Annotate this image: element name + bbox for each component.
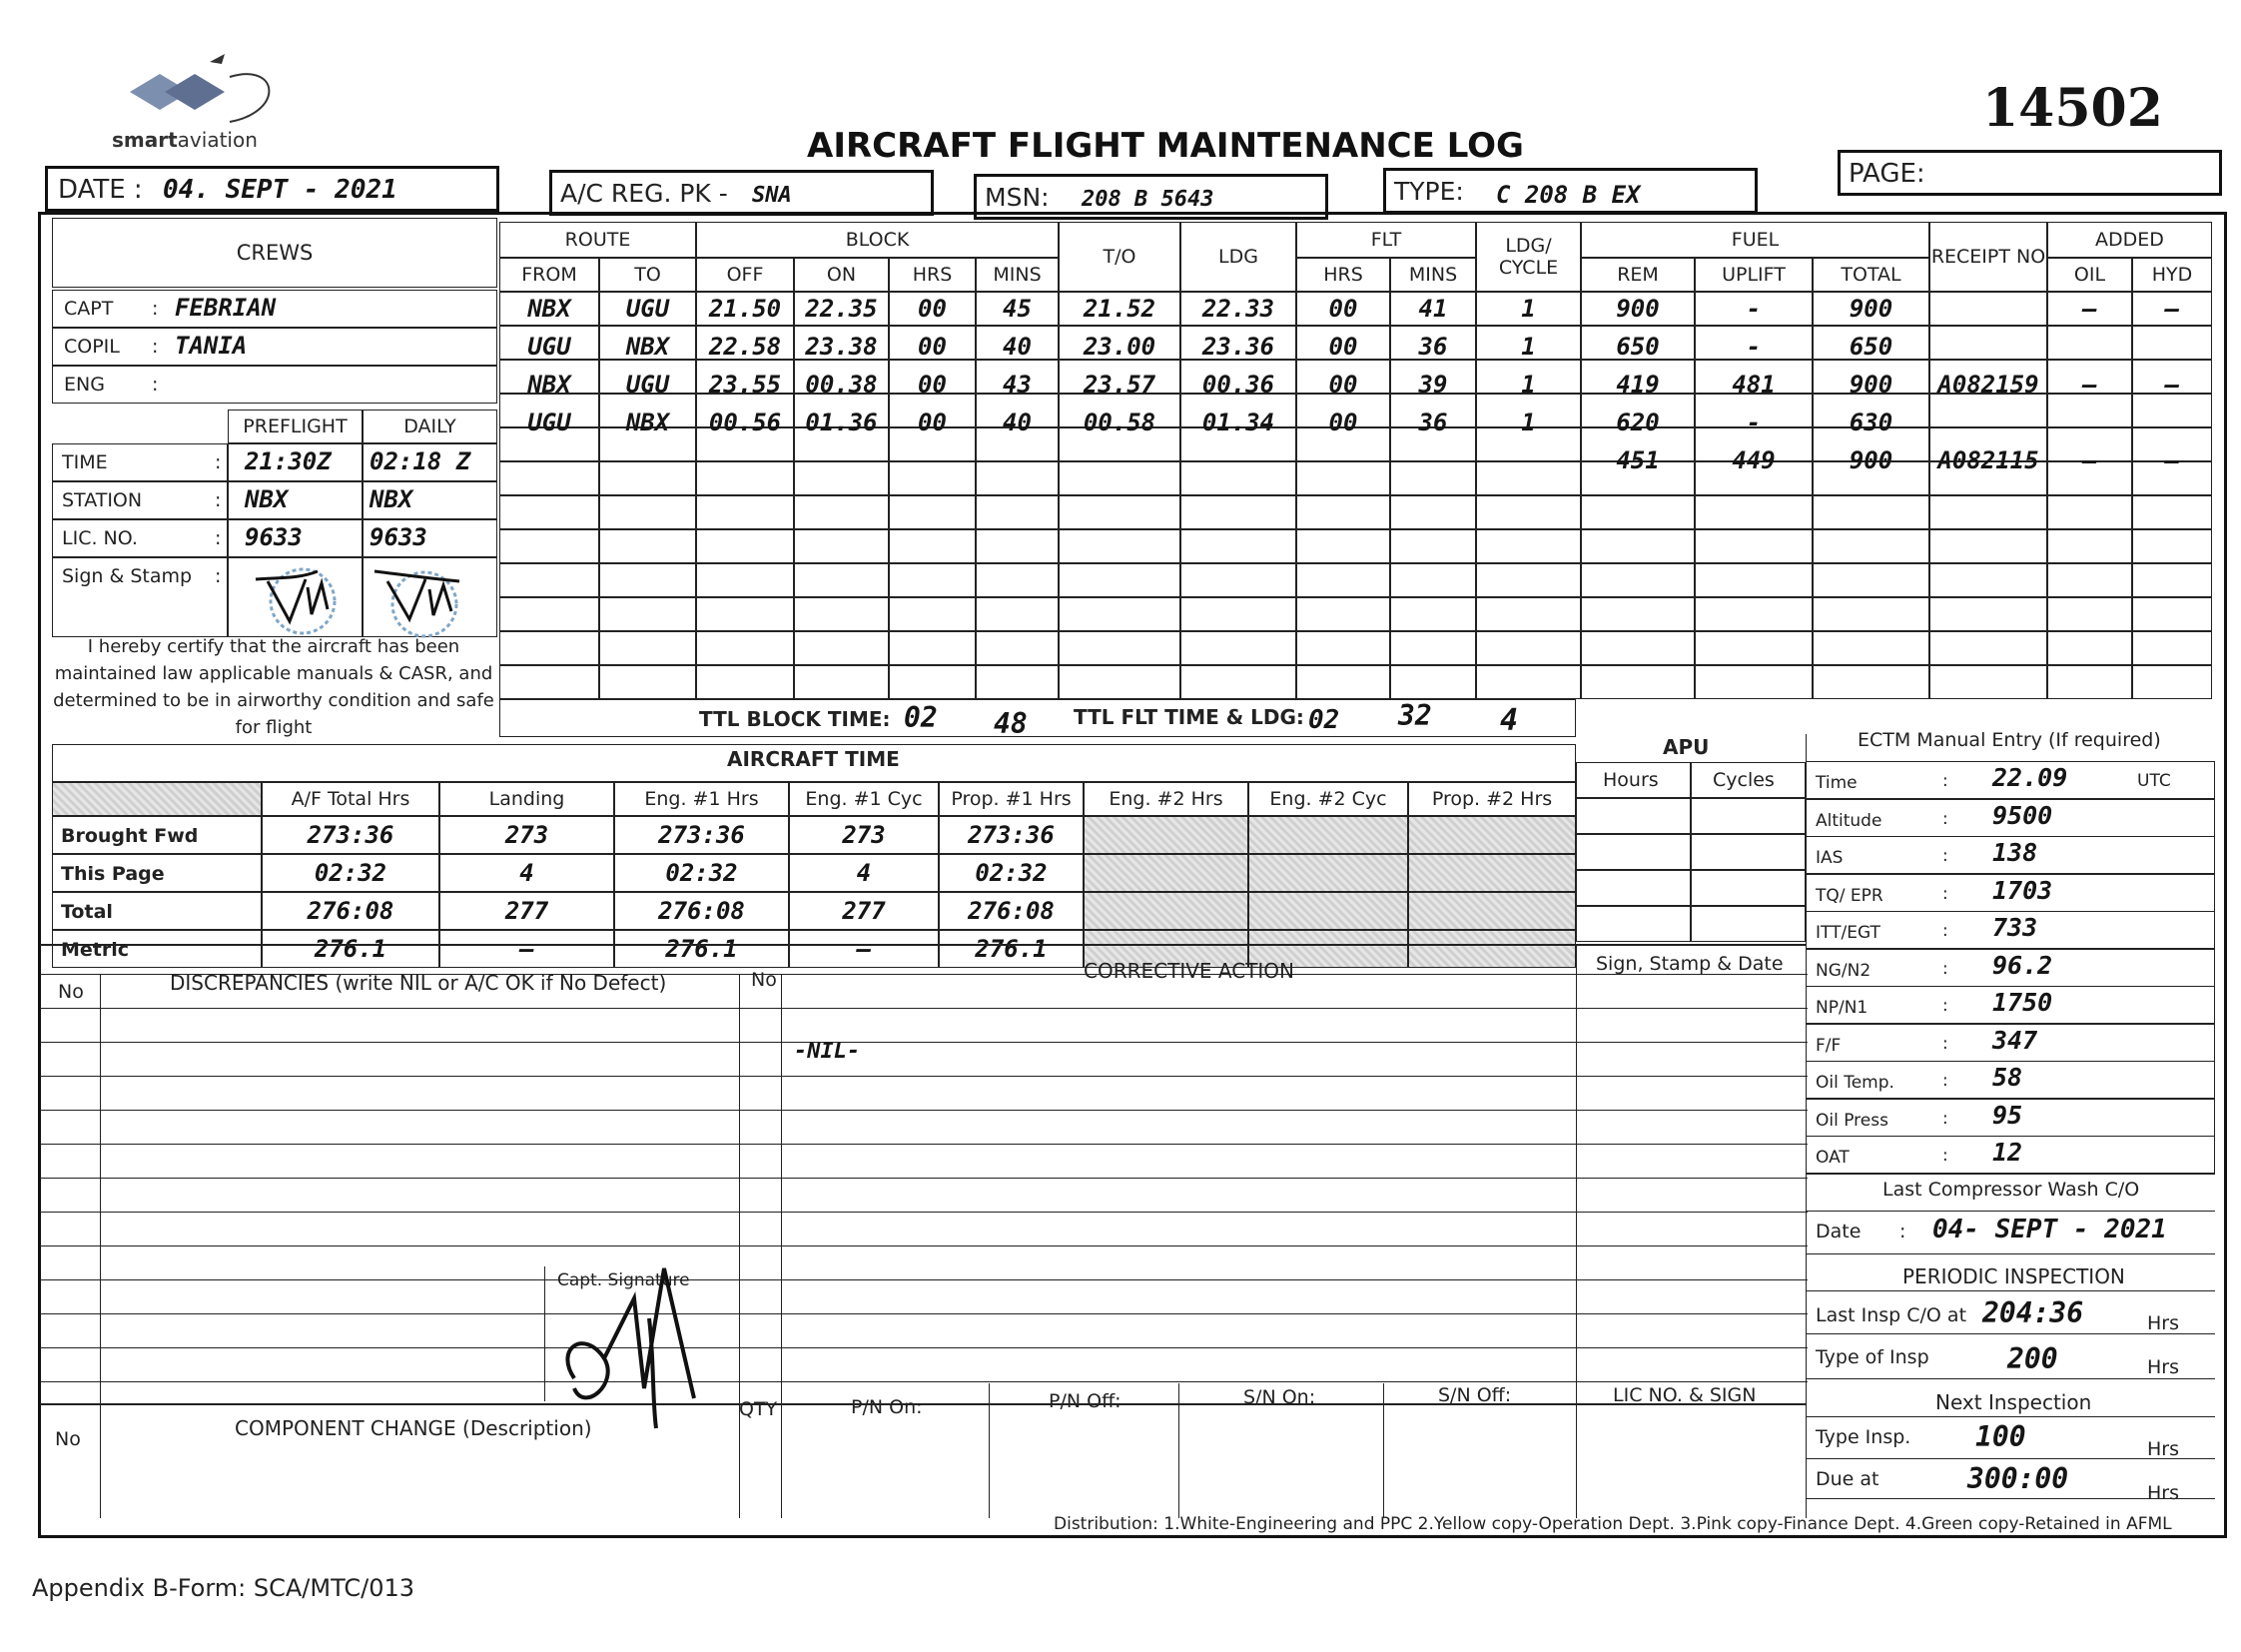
crew-label: COPIL <box>64 336 120 358</box>
sign-stamp-daily <box>370 559 469 639</box>
ttl-flt-mins: 32 <box>1398 699 1432 732</box>
plane-logo-icon <box>110 52 290 132</box>
flight-cell: 39 <box>1418 371 1448 399</box>
ectm-label: Time <box>1816 773 1858 793</box>
flight-group-flt: FLT <box>1296 222 1476 258</box>
page-field: PAGE: <box>1838 150 2222 196</box>
msn-field: MSN: 208 B 5643 <box>974 174 1328 220</box>
ectm-label: IAS <box>1816 848 1844 868</box>
daily-value: 9633 <box>370 523 427 551</box>
serial-number: 14502 <box>1982 78 2163 139</box>
type-field: TYPE: C 208 B EX <box>1383 168 1758 214</box>
ttl-flt-label: TTL FLT TIME & LDG: <box>1074 705 1304 729</box>
apu-hours-label: Hours <box>1603 769 1659 791</box>
ac-time-value: 4 <box>789 854 939 892</box>
periodic-heading: PERIODIC INSPECTION <box>1902 1264 2125 1288</box>
distribution-note: Distribution: 1.White-Engineering and PPC 2.Yellow copy-Operation Dept. 3.Pink copy-Finance Dept. 4.Green copy-Retained in AFML <box>1054 1514 2172 1534</box>
next-insp-heading: Next Inspection <box>1935 1390 2092 1414</box>
ttl-block-mins: 48 <box>994 707 1028 740</box>
flight-cell: — <box>2082 295 2097 323</box>
crew-label: CAPT <box>64 298 114 320</box>
reg-value: SNA <box>752 183 792 208</box>
ac-time-col: Eng. #2 Hrs <box>1084 782 1248 816</box>
flight-cell: 22.35 <box>805 295 878 323</box>
ectm-value: 96.2 <box>1992 950 2053 980</box>
ac-time-value <box>1408 930 1576 968</box>
ttl-ldg: 4 <box>1500 703 1519 738</box>
ectm-heading: ECTM Manual Entry (If required) <box>1858 729 2161 751</box>
daily-value: 02:18 Z <box>370 447 471 475</box>
flight-cell: - <box>1746 333 1762 361</box>
msn-value: 208 B 5643 <box>1082 187 1214 212</box>
brand-name-prefix: smart <box>112 128 178 152</box>
ttl-flt-hrs: 02 <box>1308 705 1340 735</box>
flight-cell: 23.38 <box>805 333 878 361</box>
flight-cell: 01.36 <box>805 409 878 436</box>
check-label: Sign & Stamp <box>62 565 193 587</box>
ac-time-value: 273 <box>789 816 939 854</box>
brand-name-suffix: aviation <box>177 128 258 152</box>
due-value: 300:00 <box>1967 1462 2069 1495</box>
flight-cell: — <box>2082 446 2097 474</box>
check-label: STATION <box>62 489 143 511</box>
flight-cell: 00.36 <box>1201 371 1275 399</box>
form-code: Appendix B-Form: SCA/MTC/013 <box>32 1574 415 1602</box>
flight-cell: 00 <box>918 409 947 436</box>
last-insp-value: 204:36 <box>1982 1296 2084 1329</box>
flight-cell: 00 <box>1328 371 1358 399</box>
flight-cell: 00.38 <box>805 371 878 399</box>
ectm-label: OAT <box>1816 1148 1850 1168</box>
flight-cell: 900 <box>1849 295 1893 323</box>
ectm-value: 1750 <box>1992 988 2053 1017</box>
flight-cell: - <box>1746 295 1762 323</box>
preflight-value: 9633 <box>245 523 303 551</box>
flight-cell: 419 <box>1616 371 1660 399</box>
flight-cell: 40 <box>1003 333 1032 361</box>
ac-time-row-label: This Page <box>52 854 262 892</box>
ectm-label: Altitude <box>1816 810 1882 831</box>
flight-group-fuel: FUEL <box>1581 222 1929 258</box>
ttl-block-label: TTL BLOCK TIME: <box>699 707 891 731</box>
aircraft-time-heading: AIRCRAFT TIME <box>727 747 900 771</box>
preflight-value: NBX <box>245 485 289 513</box>
ac-time-col: Prop. #1 Hrs <box>939 782 1084 816</box>
component-heading: COMPONENT CHANGE (Description) <box>235 1416 592 1440</box>
flight-cell: 451 <box>1616 446 1660 474</box>
flight-cell: NBX <box>625 333 670 361</box>
flight-cell: 22.33 <box>1201 295 1275 323</box>
flight-cell: 900 <box>1849 371 1893 399</box>
daily-value: NBX <box>370 485 413 513</box>
check-label: TIME <box>62 451 108 473</box>
ac-time-value: 276:08 <box>614 892 789 930</box>
ectm-value: 347 <box>1992 1025 2038 1055</box>
preflight-value: 21:30Z <box>245 447 332 475</box>
ectm-label: Oil Press <box>1816 1110 1888 1131</box>
check-label: LIC. NO. <box>62 527 138 549</box>
flight-cell: 900 <box>1849 446 1893 474</box>
discrepancies-heading: DISCREPANCIES (write NIL or A/C OK if No Defect) <box>170 971 667 995</box>
ac-time-value <box>1248 816 1408 854</box>
ectm-value: 12 <box>1992 1138 2023 1167</box>
ac-time-value: — <box>789 930 939 968</box>
flight-sub-mins: MINS <box>976 258 1059 292</box>
flight-cell: 900 <box>1616 295 1660 323</box>
flight-cell: 00 <box>1328 295 1358 323</box>
flight-cell: 43 <box>1003 371 1032 399</box>
ac-time-row-label: Brought Fwd <box>52 816 262 854</box>
flight-cell: NBX <box>625 409 670 436</box>
ac-time-col: Landing <box>439 782 614 816</box>
ac-time-col: Eng. #2 Cyc <box>1248 782 1408 816</box>
flight-cell: 40 <box>1003 409 1032 436</box>
flight-cell: 22.58 <box>708 333 782 361</box>
ectm-label: ITT/EGT <box>1816 923 1880 943</box>
ac-time-value: 02:32 <box>939 854 1084 892</box>
flight-cell: UGU <box>625 371 670 399</box>
ac-time-col: Eng. #1 Hrs <box>614 782 789 816</box>
flight-cell: 1 <box>1521 333 1536 361</box>
sign-stamp-preflight <box>248 559 348 639</box>
flight-group-receipt: RECEIPT NO <box>1929 222 2047 292</box>
flight-cell: 00.58 <box>1083 409 1156 436</box>
daily-header: DAILY <box>363 410 497 443</box>
flight-cell: A082115 <box>1937 446 2039 474</box>
brand-logo <box>110 52 290 157</box>
flight-cell: 1 <box>1521 371 1536 399</box>
flight-cell: 36 <box>1418 333 1448 361</box>
flight-group-added: ADDED <box>2047 222 2212 258</box>
crew-label: ENG <box>64 374 105 396</box>
ac-time-row-label: Total <box>52 892 262 930</box>
flight-cell: - <box>1746 409 1762 436</box>
flight-cell: 630 <box>1849 409 1893 436</box>
ectm-label: Oil Temp. <box>1816 1073 1894 1093</box>
flight-group-block: BLOCK <box>696 222 1059 258</box>
crews-heading: CREWS <box>52 218 497 288</box>
flight-sub-hrs: HRS <box>889 258 976 292</box>
apu-heading: APU <box>1663 735 1710 759</box>
flight-cell: 45 <box>1003 295 1032 323</box>
flight-sub-uplift: UPLIFT <box>1695 258 1813 292</box>
capt-signature-label: Capt. Signature <box>557 1270 690 1290</box>
flight-cell: 1 <box>1521 409 1536 436</box>
ac-time-value <box>1248 892 1408 930</box>
ac-time-value <box>1084 892 1248 930</box>
flight-cell: 36 <box>1418 409 1448 436</box>
flight-sub-off: OFF <box>696 258 794 292</box>
wash-heading: Last Compressor Wash C/O <box>1882 1179 2140 1201</box>
flight-cell: — <box>2164 295 2180 323</box>
ac-time-value <box>1248 854 1408 892</box>
ectm-label: TQ/ EPR <box>1816 885 1883 906</box>
date-field: DATE : 04. SEPT - 2021 <box>45 166 499 212</box>
flight-sub-on: ON <box>794 258 889 292</box>
crew-row <box>52 366 497 404</box>
flight-sub-flt_mins: MINS <box>1390 258 1476 292</box>
flight-group-route: ROUTE <box>499 222 696 258</box>
flight-sub-hyd: HYD <box>2132 258 2212 292</box>
flight-group-to: T/O <box>1059 222 1180 292</box>
flight-sub-rem: REM <box>1581 258 1695 292</box>
type-insp-value: 200 <box>2007 1342 2058 1375</box>
ectm-value: 733 <box>1992 913 2038 942</box>
ectm-label: NG/N2 <box>1816 960 1871 981</box>
flight-group-ldg_cycle: LDG/ CYCLE <box>1476 222 1581 292</box>
ac-time-value <box>1408 892 1576 930</box>
ac-time-value: 276:08 <box>939 892 1084 930</box>
ac-time-value: 277 <box>439 892 614 930</box>
ac-time-value: 02:32 <box>614 854 789 892</box>
crew-name: TANIA <box>175 332 248 360</box>
ac-time-value: 276.1 <box>262 930 439 968</box>
ac-time-value: 273:36 <box>262 816 439 854</box>
ac-time-value: 276.1 <box>614 930 789 968</box>
flight-cell: 23.00 <box>1083 333 1156 361</box>
ectm-value: 95 <box>1992 1100 2023 1130</box>
flight-cell: 21.50 <box>708 295 782 323</box>
flight-cell: 650 <box>1616 333 1660 361</box>
ectm-value: 58 <box>1992 1063 2023 1092</box>
flight-cell: A082159 <box>1937 371 2039 399</box>
flight-cell: NBX <box>527 295 571 323</box>
ttl-block-hrs: 02 <box>904 701 938 734</box>
captain-signature <box>544 1239 724 1438</box>
flight-cell: 00 <box>1328 333 1358 361</box>
ac-time-value: 273:36 <box>614 816 789 854</box>
flight-sub-flt_hrs: HRS <box>1296 258 1390 292</box>
ac-time-col: Eng. #1 Cyc <box>789 782 939 816</box>
reg-field: A/C REG. PK - SNA <box>549 170 934 216</box>
ac-time-value: 276.1 <box>939 930 1084 968</box>
flight-cell: UGU <box>625 295 670 323</box>
flight-cell: 481 <box>1732 371 1776 399</box>
ectm-label: NP/N1 <box>1816 998 1868 1018</box>
ac-time-value: 273:36 <box>939 816 1084 854</box>
ac-time-value: 276:08 <box>262 892 439 930</box>
wash-date-value: 04- SEPT - 2021 <box>1932 1215 2167 1244</box>
flight-cell: — <box>2164 371 2180 399</box>
ac-time-value <box>1408 854 1576 892</box>
crew-name: FEBRIAN <box>175 294 277 322</box>
flight-cell: 00 <box>918 371 947 399</box>
ac-time-value: 277 <box>789 892 939 930</box>
ac-time-value <box>1084 816 1248 854</box>
flight-cell: 650 <box>1849 333 1893 361</box>
flight-cell: UGU <box>527 409 571 436</box>
ac-time-value <box>1084 854 1248 892</box>
flight-cell: 23.55 <box>708 371 782 399</box>
flight-cell: 00 <box>918 333 947 361</box>
certify-text: I hereby certify that the aircraft has been maintained law applicable manuals & CASR, and determined to be in airworthy condition and safe for flight <box>53 636 494 738</box>
type-value: C 208 B EX <box>1496 181 1641 209</box>
flight-cell: — <box>2082 371 2097 399</box>
ac-time-value: 273 <box>439 816 614 854</box>
ectm-value: 1703 <box>1992 875 2053 905</box>
flight-cell: 23.57 <box>1083 371 1156 399</box>
flight-cell: 449 <box>1732 446 1776 474</box>
flight-cell: 23.36 <box>1201 333 1275 361</box>
flight-cell: 620 <box>1616 409 1660 436</box>
ectm-value: 22.09 <box>1992 763 2068 792</box>
flight-cell: — <box>2164 446 2180 474</box>
sign-stamp-date-heading: Sign, Stamp & Date <box>1596 953 1784 975</box>
flight-cell: 00 <box>1328 409 1358 436</box>
flight-cell: UGU <box>527 333 571 361</box>
flight-cell: 01.34 <box>1201 409 1275 436</box>
flight-cell: NBX <box>527 371 571 399</box>
flight-group-ldg: LDG <box>1180 222 1296 292</box>
flight-cell: 00.56 <box>708 409 782 436</box>
corrective-entry: -NIL- <box>794 1039 861 1064</box>
ac-time-value: 4 <box>439 854 614 892</box>
ac-time-value: 02:32 <box>262 854 439 892</box>
preflight-header: PREFLIGHT <box>228 410 363 443</box>
ectm-label: F/F <box>1816 1035 1842 1056</box>
flight-sub-oil: OIL <box>2047 258 2132 292</box>
ectm-value: 138 <box>1992 838 2038 867</box>
ac-time-value <box>1408 816 1576 854</box>
flight-sub-total: TOTAL <box>1813 258 1929 292</box>
ectm-value: 9500 <box>1992 800 2053 830</box>
flight-cell: 1 <box>1521 295 1536 323</box>
corrective-heading: CORRECTIVE ACTION <box>1084 959 1295 983</box>
ac-time-value: — <box>439 930 614 968</box>
flight-cell: 41 <box>1418 295 1448 323</box>
flight-cell: 00 <box>918 295 947 323</box>
ac-time-col: Prop. #2 Hrs <box>1408 782 1576 816</box>
flight-cell: 21.52 <box>1083 295 1156 323</box>
date-value: 04. SEPT - 2021 <box>163 175 397 205</box>
next-type-value: 100 <box>1975 1420 2026 1453</box>
ac-time-col: A/F Total Hrs <box>262 782 439 816</box>
flight-sub-from: FROM <box>499 258 599 292</box>
ac-time-row-label: Metric <box>52 930 262 968</box>
page-title: AIRCRAFT FLIGHT MAINTENANCE LOG <box>807 126 1524 166</box>
apu-cycles-label: Cycles <box>1713 769 1775 791</box>
flight-sub-to: TO <box>599 258 696 292</box>
